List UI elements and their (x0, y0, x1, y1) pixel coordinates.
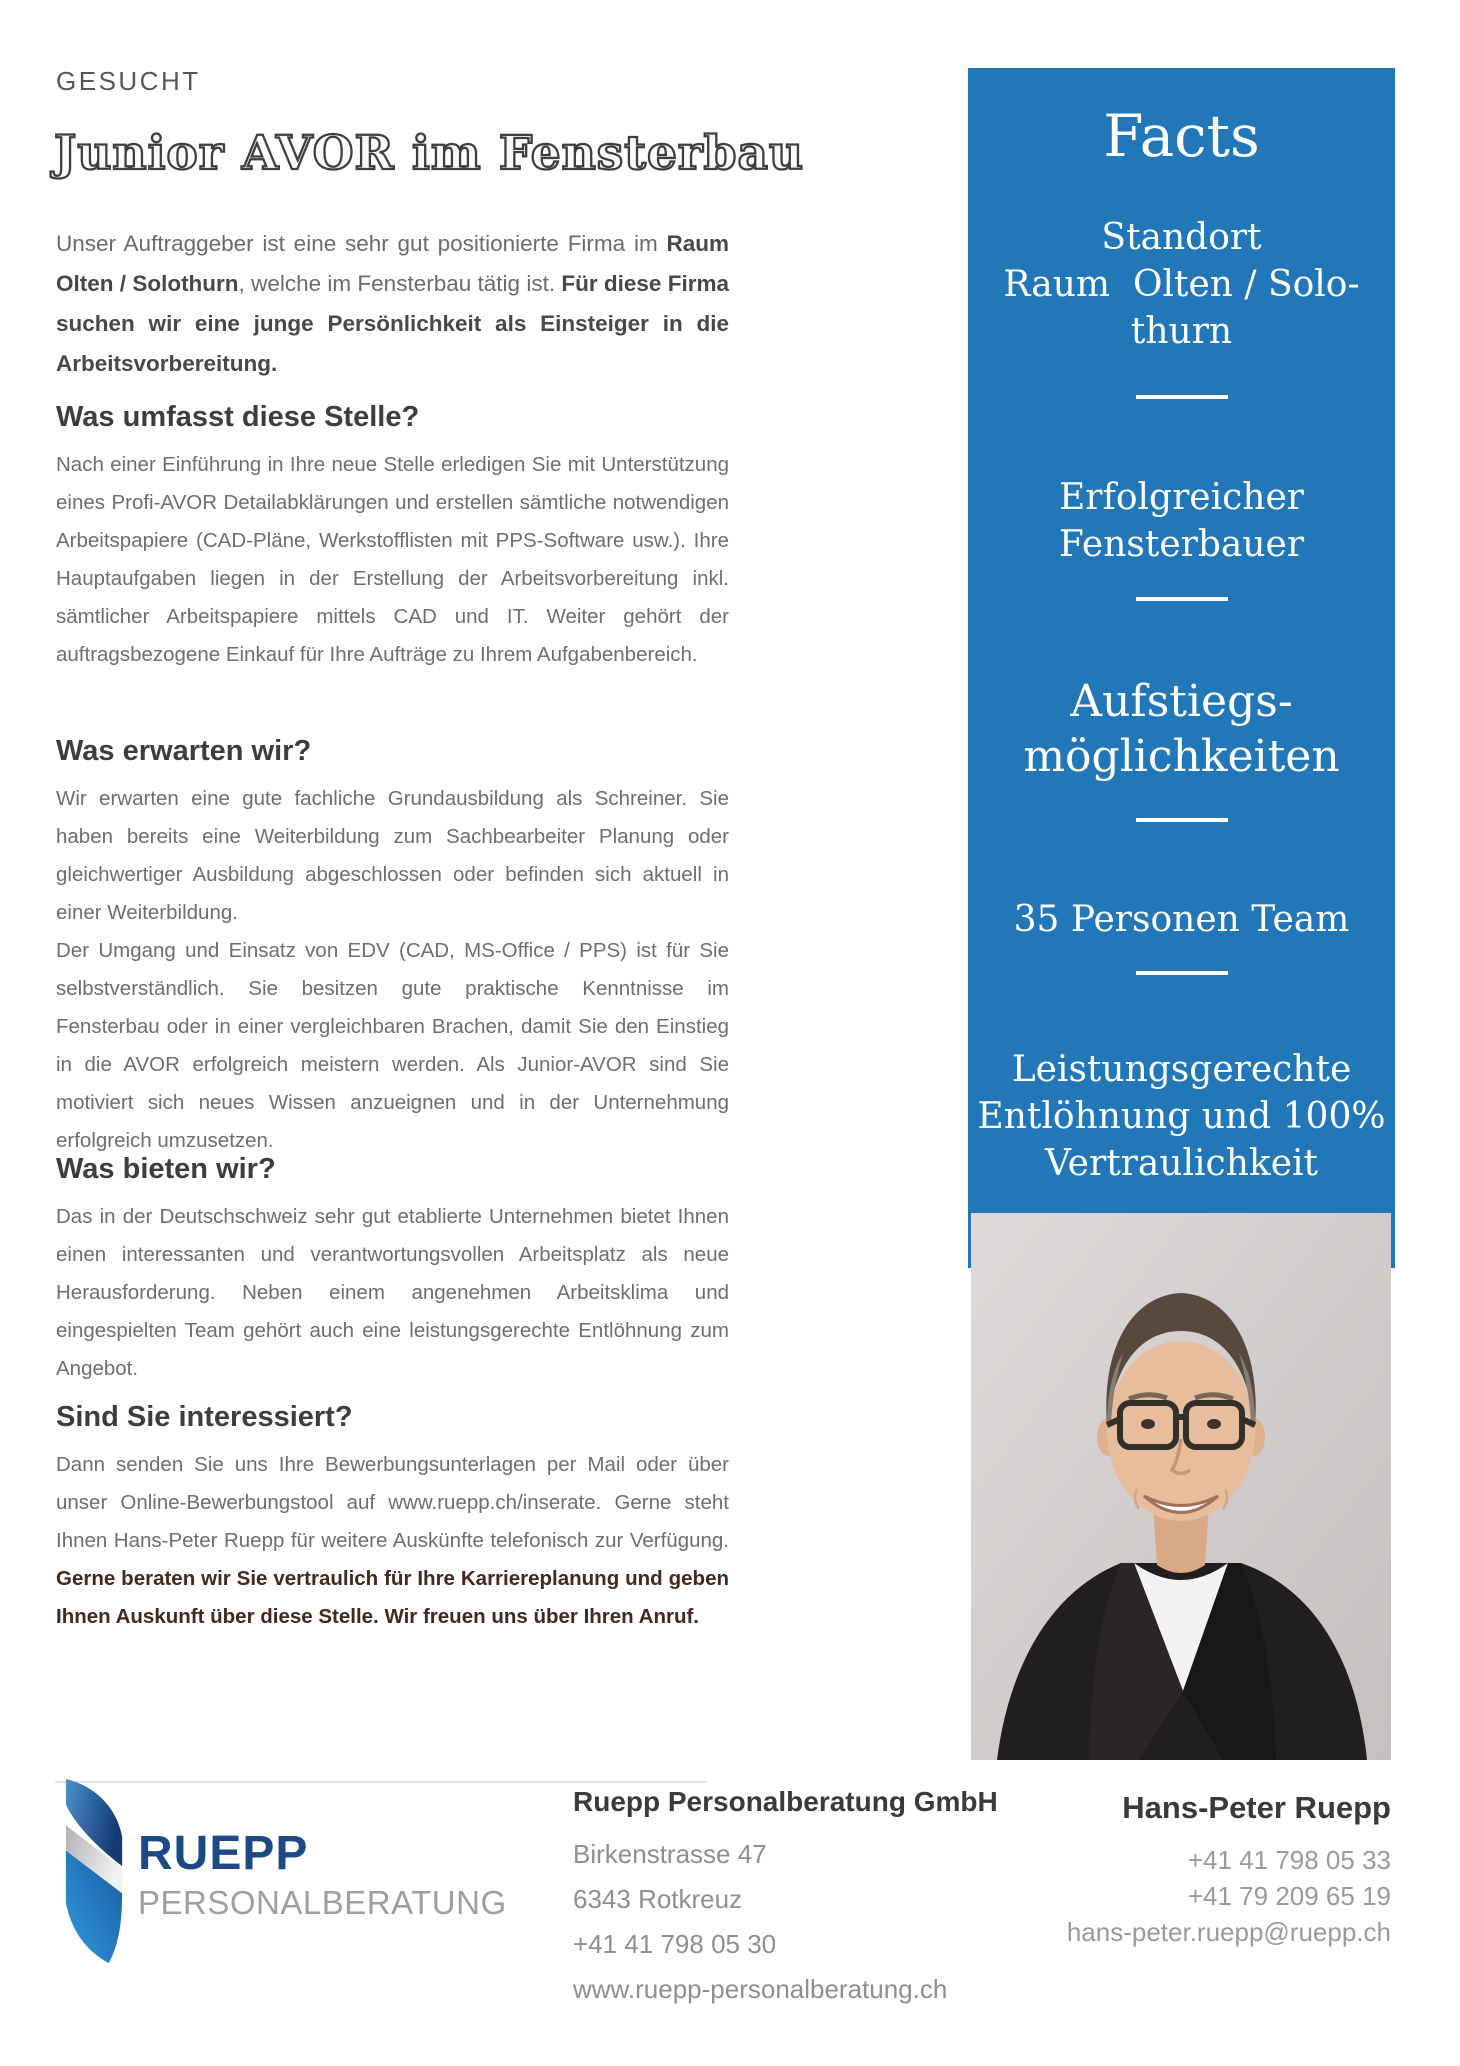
section-heading: Was umfasst diese Stelle? (56, 401, 420, 433)
section-paragraph (56, 932, 729, 1160)
text-segment: Dann senden Sie uns Ihre Bewerbungsunterlagen per Mail oder über unser Online-Bewerbungstool auf www.ruepp.ch/inserate. Gerne steht Ihnen Hans-Peter Ruepp für weitere Auskünfte telefonisch zur Verfügung. (56, 1453, 729, 1552)
fact-line: Vertraulichkeit (1044, 1143, 1318, 1184)
section-paragraph (56, 446, 729, 674)
facts-title: Facts (1103, 102, 1260, 170)
fact-line: thurn (1130, 311, 1233, 352)
page-title: Junior AVOR im Fensterbau (54, 126, 805, 181)
contact-person-name: Hans-Peter Ruepp (1122, 1790, 1391, 1825)
facts-panel (968, 68, 1395, 1268)
fact-line: 35 Personen Team (1013, 899, 1350, 940)
text-segment: Nach einer Einführung in Ihre neue Stelle erledigen Sie mit Unterstützung eines Profi-AVOR Detailabklärungen und erstellen sämtliche notwendigen Arbeitspapiere (CAD-Pläne, Werkstofflisten mit PPS-Software usw.). Ihre Hauptaufgaben liegen in der Erstellung der Arbeitsvorbereitung inkl. sämtlicher Arbeitspapiere mittels CAD und IT. Weiter gehört der auftragsbezogene Einkauf für Ihre Aufträge zu Ihrem Aufgabenbereich. (56, 453, 729, 666)
text-segment: Gerne beraten wir Sie vertraulich für Ihre Karriereplanung und geben Ihnen Auskunft über diese Stelle. Wir freuen uns über Ihren Anruf. (56, 1567, 729, 1628)
section-body (56, 1198, 729, 1388)
company-address-block (573, 1786, 998, 2012)
fact-line: Standort (1101, 217, 1262, 258)
text-segment: , welche im Fensterbau tätig ist. (238, 271, 562, 296)
ruepp-logo-icon (62, 1777, 128, 1967)
logo-wordmark: RUEPP (138, 1827, 309, 1880)
section-body (56, 1446, 729, 1636)
contact-person-email: hans-peter.ruepp@ruepp.ch (1066, 1917, 1391, 1947)
fact-item-fensterbauer (968, 474, 1395, 568)
fact-line: Fensterbauer (1058, 524, 1305, 565)
footer-divider (55, 1781, 707, 1783)
fact-line: Leistungsgerechte (1011, 1049, 1352, 1090)
section-sind-sie-interessiert (56, 1400, 729, 1636)
fact-divider (1136, 395, 1228, 399)
fact-line: Entlöhnung und 100% (977, 1096, 1386, 1137)
section-paragraph (56, 780, 729, 932)
intro-paragraph (56, 224, 729, 384)
fact-line: Aufstiegs- (1070, 676, 1293, 727)
section-heading: Was bieten wir? (56, 1153, 276, 1185)
text-segment: Für diese Firma suchen wir eine junge Persönlichkeit als Einsteiger in die Arbeitsvorbereitung. (56, 271, 729, 376)
fact-item-entloehnung (968, 1046, 1395, 1187)
text-segment: Raum Olten / Solothurn (56, 231, 729, 296)
text-segment: Der Umgang und Einsatz von EDV (CAD, MS-Office / PPS) ist für Sie selbstverständlich. Sie besitzen gute praktische Kenntnisse im Fensterbau oder in einer vergleichbaren Brachen, damit Sie den Einstieg in die AVOR erfolgreich meistern werden. Als Junior-AVOR sind Sie motiviert sich neues Wissen anzueignen und in der Unternehmung erfolgreich umzusetzen. (56, 939, 729, 1152)
company-street: Birkenstrasse 47 (573, 1839, 767, 1869)
company-phone: +41 41 798 05 30 (573, 1929, 777, 1959)
portrait-photo (971, 1213, 1391, 1760)
section-body (56, 446, 729, 674)
section-paragraph (56, 1446, 729, 1636)
eyebrow-label: GESUCHT (56, 66, 201, 96)
section-paragraph (56, 1198, 729, 1388)
portrait-illustration (971, 1213, 1391, 1760)
fact-divider (1136, 971, 1228, 975)
section-was-erwarten-wir (56, 734, 729, 1160)
section-was-bieten-wir (56, 1152, 729, 1388)
company-website: www.ruepp-personalberatung.ch (573, 1974, 948, 2004)
section-was-umfasst-diese-stelle (56, 400, 729, 674)
contact-person-phone1: +41 41 798 05 33 (1187, 1845, 1391, 1875)
fact-item-aufstiegsmoeglichkeiten (968, 674, 1395, 784)
section-heading: Was erwarten wir? (56, 735, 312, 767)
fact-line: Erfolgreicher (1059, 477, 1304, 518)
contact-person-phone2: +41 79 209 65 19 (1187, 1881, 1391, 1911)
company-name: Ruepp Personalberatung GmbH (573, 1786, 998, 1817)
text-segment: Das in der Deutschschweiz sehr gut etablierte Unternehmen bietet Ihnen einen interessanten und verantwortungsvollen Arbeitsplatz als neue Herausforderung. Neben einem angenehmen Arbeitsklima und eingespielten Team gehört auch eine leistungsgerechte Entlöhnung zum Angebot. (56, 1205, 729, 1380)
fact-line: möglichkeiten (1023, 731, 1340, 782)
text-segment: Wir erwarten eine gute fachliche Grundausbildung als Schreiner. Sie haben bereits eine Weiterbildung zum Sachbearbeiter Planung oder gleichwertiger Ausbildung abgeschlossen oder befinden sich aktuell in einer Weiterbildung. (56, 787, 729, 924)
section-heading: Sind Sie interessiert? (56, 1401, 353, 1433)
logo-subtitle: PERSONALBERATUNG (138, 1884, 507, 1921)
fact-divider (1136, 597, 1228, 601)
fact-line: Raum Olten / Solo- (1003, 264, 1360, 305)
section-body (56, 780, 729, 1160)
fact-item-team (968, 896, 1395, 943)
fact-item-standort (968, 214, 1395, 355)
company-city: 6343 Rotkreuz (573, 1884, 743, 1914)
text-segment: Unser Auftraggeber ist eine sehr gut positionierte Firma im (56, 231, 667, 256)
contact-person-block (1067, 1790, 1391, 1950)
fact-divider (1136, 818, 1228, 822)
